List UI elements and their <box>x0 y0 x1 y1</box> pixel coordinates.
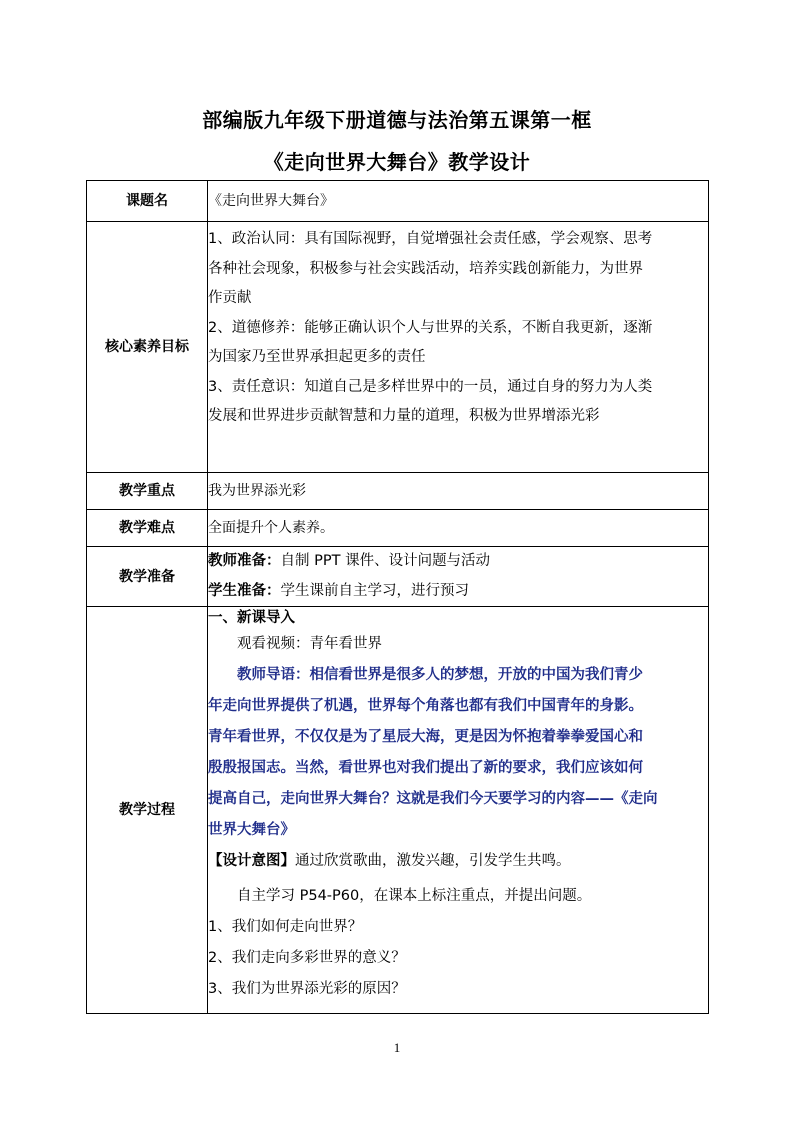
guide-line: 青年看世界，不仅仅是为了星辰大海，更是因为怀抱着拳拳爱国心和 <box>208 729 643 745</box>
topic-label: 课题名 <box>87 181 208 222</box>
prep-content <box>208 547 709 607</box>
question-item: 2、我们走向多彩世界的意义？ <box>208 950 406 966</box>
student-prep-label: 学生准备： <box>208 582 281 599</box>
goals-line: 3、责任意识：知道自己是多样世界中的一员，通过自身的努力为人类 <box>208 378 653 395</box>
prep-label: 教学准备 <box>87 547 208 607</box>
question-item: 3、我们为世界添光彩的原因？ <box>208 981 406 997</box>
guide-line: 年走向世界提供了机遇，世界每个角落也都有我们中国青年的身影。 <box>208 698 643 714</box>
topic-value: 《走向世界大舞台》 <box>208 181 709 222</box>
section-heading: 一、新课导入 <box>208 610 295 626</box>
design-intent-label: 【设计意图】 <box>208 853 295 869</box>
student-prep-line <box>208 577 708 607</box>
table-row-topic <box>87 181 709 222</box>
design-intent-line <box>208 846 708 877</box>
table-row-focus <box>87 473 709 510</box>
goals-line: 2、道德修养：能够正确认识个人与世界的关系，不断自我更新，逐渐 <box>208 319 653 336</box>
teacher-prep-line <box>208 547 708 577</box>
goals-line: 作贡献 <box>208 290 252 306</box>
goals-label: 核心素养目标 <box>87 222 208 473</box>
goals-content <box>208 222 709 473</box>
difficulty-value: 全面提升个人素养。 <box>208 510 709 547</box>
focus-label: 教学重点 <box>87 473 208 510</box>
guide-line: 世界大舞台》 <box>208 822 295 838</box>
difficulty-label: 教学难点 <box>87 510 208 547</box>
process-content <box>208 607 709 1014</box>
guide-line: 教师导语：相信看世界是很多人的梦想，开放的中国为我们青少 <box>237 667 643 683</box>
question-item: 1、我们如何走向世界？ <box>208 919 363 935</box>
page-number: 1 <box>393 1040 401 1055</box>
document-title-line-1: 部编版九年级下册道德与法治第五课第一框 <box>202 108 592 132</box>
focus-value: 我为世界添光彩 <box>208 473 709 510</box>
table-row-goals <box>87 222 709 473</box>
design-intent-text: 通过欣赏歌曲，激发兴趣，引发学生共鸣。 <box>295 853 571 869</box>
document-title-line-2: 《走向世界大舞台》教学设计 <box>263 150 531 174</box>
self-study-line: 自主学习 P54-P60，在课本上标注重点，并提出问题。 <box>237 888 592 904</box>
goals-line: 各种社会现象，积极参与社会实践活动，培养实践创新能力，为世界 <box>208 260 643 277</box>
goals-line: 1、政治认同：具有国际视野，自觉增强社会责任感，学会观察、思考 <box>208 231 653 247</box>
lesson-plan-table <box>86 180 709 1014</box>
table-row-prep <box>87 547 709 607</box>
teacher-prep-value: 自制 PPT 课件、设计问题与活动 <box>280 553 491 569</box>
video-line: 观看视频：青年看世界 <box>237 636 382 652</box>
process-label: 教学过程 <box>87 607 208 1014</box>
table-row-process <box>87 607 709 1014</box>
guide-line: 殷殷报国志。当然，看世界也对我们提出了新的要求，我们应该如何 <box>208 760 643 776</box>
goals-line: 发展和世界进步贡献智慧和力量的道理，积极为世界增添光彩 <box>208 408 600 424</box>
guide-line: 提高自己，走向世界大舞台？这就是我们今天要学习的内容——《走向 <box>208 791 658 807</box>
goals-line: 为国家乃至世界承担起更多的责任 <box>208 349 426 365</box>
table-row-difficulty <box>87 510 709 547</box>
teacher-prep-label: 教师准备： <box>208 553 281 569</box>
student-prep-value: 学生课前自主学习，进行预习 <box>280 582 469 599</box>
